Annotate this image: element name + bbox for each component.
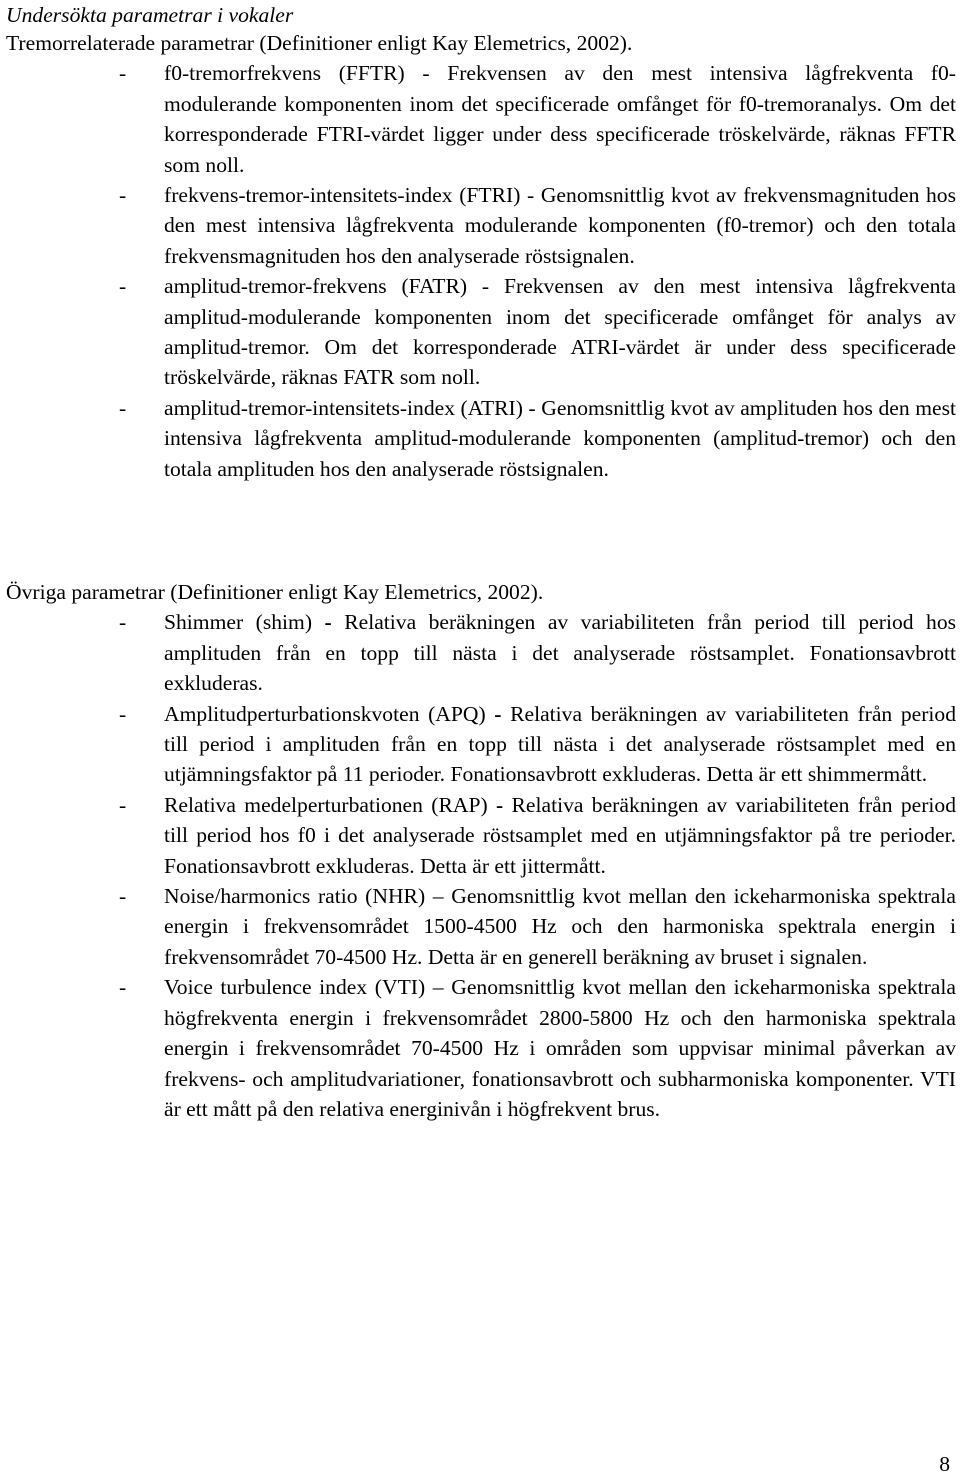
item-body [164,790,956,881]
bullet-dash: - [119,701,127,726]
bullet-dash: - [119,61,127,86]
term-separator: - [495,792,504,817]
item-text: amplitud-tremor-intensitets-index (ATRI) - Genomsnittlig kvot av amplituden hos den mest intensiva lågfrekventa amplitud-modulerande komponenten (amplitud-tremor) och den totala amplituden hos den analyserade röstsignalen. [164,395,956,481]
tremor-parameter-list [6,58,956,484]
list-item-fftr [6,58,956,180]
list-item-rap [6,790,956,881]
item-definition: Relativa beräkningen av variabiliteten från period till period hos amplituden från en topp till nästa i det analyserade röstsamplet. Fonationsavbrott exkluderas. [164,610,957,696]
other-section-title: Övriga parametrar (Definitioner enligt Kay Elemetrics, 2002). [6,580,544,604]
term-separator: – [432,884,444,909]
list-item-vti [6,972,956,1124]
item-text: frekvens-tremor-intensitets-index (FTRI) - Genomsnittlig kvot av frekvensmagnituden hos den mest intensiva lågfrekventa modulerande komponenten (f0-tremor) och den totala frekvensmagnituden hos den analyserade röstsignalen. [164,183,956,268]
item-definition: Relativa beräkningen av variabiliteten från period till period hos f0 i det analyserade röstsamplet med en utjämningsfaktor på tre perioder. Fonationsavbrott exkluderas. Detta är ett jittermått. [164,792,957,878]
item-term: Noise/harmonics ratio (NHR) [164,884,426,909]
list-item-apq [6,699,956,790]
item-text: f0-tremorfrekvens (FFTR) - Frekvensen av den mest intensiva lågfrekventa f0-modulerande komponenten inom det specificerade omfånget för f0-tremoranalys. Om det korresponderade FTRI-värdet ligger under dess specificerade tröskelvärde, räknas FFTR som noll. [164,61,956,177]
other-parameters-section [6,577,956,1124]
list-item-fatr [6,271,956,393]
bullet-dash: - [119,610,127,635]
tremor-section-title: Tremorrelaterade parametrar (Definitioner enligt Kay Elemetrics, 2002). [6,31,633,55]
item-body [164,972,956,1124]
bullet-dash: - [119,395,127,420]
item-definition: Relativa beräkningen av variabiliteten från period till period i amplituden från en topp till nästa i det analyserade röstsamplet med en utjämningsfaktor på 11 perioder. Fonationsavbrott exkluderas. Detta är ett shimmermått. [164,701,956,787]
bullet-dash: - [119,792,127,817]
bullet-dash: - [119,975,127,1000]
bullet-dash: - [119,274,127,299]
bullet-dash: - [119,183,127,208]
tremor-parameters-section [6,28,956,484]
item-term: Relativa medelperturbationen (RAP) [164,792,488,817]
list-item-ftri [6,180,956,271]
other-parameter-list [6,607,956,1124]
item-body [164,607,956,698]
list-item-nhr [6,881,956,972]
list-item-shimmer [6,607,956,698]
term-separator: - [494,701,502,726]
item-term: Voice turbulence index (VTI) [164,975,426,1000]
item-term: Shimmer (shim) [164,610,313,635]
item-definition: Genomsnittlig kvot mellan den ickeharmoniska spektrala högfrekventa energin i frekvensområdet 2800-5800 Hz och den harmoniska spektrala energin i frekvensområdet 70-4500 Hz i områden som uppvisar minimal påverkan av frekvens- och amplitudvariationer, fonationsavbrott och subharmoniska komponenter. VTI är ett mått på den relativa energinivån i högfrekvent brus. [164,975,956,1121]
item-definition: Genomsnittlig kvot mellan den ickeharmoniska spektrala energin i frekvensområdet 1500-4500 Hz och den harmoniska spektrala energin i frekvensområdet 70-4500 Hz. Detta är en generell beräkning av bruset i signalen. [164,884,956,969]
item-body [164,699,956,790]
item-body [164,881,956,972]
item-text: amplitud-tremor-frekvens (FATR) - Frekvensen av den mest intensiva lågfrekventa amplitud-modulerande komponenten inom det specificerade omfånget för analys av amplitud-tremor. Om det korresponderade ATRI-värdet är under dess specificerade tröskelvärde, räknas FATR som noll. [164,274,956,390]
term-separator: - [324,610,332,635]
list-item-atri [6,393,956,484]
page-number: 8 [939,1452,950,1476]
item-term: Amplitudperturbationskvoten (APQ) [164,701,486,726]
page-heading: Undersökta parametrar i vokaler [6,3,294,27]
bullet-dash: - [119,884,127,909]
term-separator: – [432,975,444,1000]
